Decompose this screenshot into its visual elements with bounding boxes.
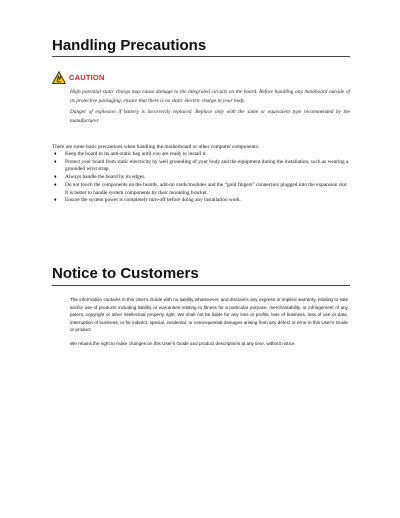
list-item	[52, 197, 350, 205]
caution-label: CAUTION	[69, 73, 105, 82]
bullet-icon: ♦	[54, 152, 57, 157]
notice-text	[70, 296, 348, 354]
list-item-text: Keep the board in its anti-static bag until you are ready to install it.	[65, 151, 207, 157]
caution-text	[70, 88, 350, 128]
bullet-icon: ♦	[54, 198, 57, 204]
precautions-intro: There are some basic precautions when handling the motherboard or other computer components:	[52, 144, 260, 150]
bullet-icon: ♦	[54, 175, 57, 181]
handling-precautions-title: Handling Precautions	[52, 37, 207, 54]
caution-header	[52, 71, 350, 85]
list-item	[52, 182, 350, 197]
bullet-icon: ♦	[54, 159, 57, 165]
caution-paragraph: Danger of explosion if battery is incorrectly replaced. Replace only with the same or equivalent type recommended by the manufacturer.	[70, 109, 350, 124]
notice-paragraph: We retains the right to make changes on this User’s Guide and product descriptions at any time, without notice.	[70, 340, 296, 346]
list-item-text: Ensure the system power is completely turn-off before doing any installation work.	[65, 197, 242, 204]
bullet-icon: ♦	[54, 182, 57, 188]
notice-paragraph: The information contains in this User’s Guide with no liability whatsoever, and disclaims any express or implied warranty, relating to sale and/or use of products including liability or warranties relating to fitness for a particular purpose, merchantability, or infringement of any patent, copyright or other intellectual property right. We shall not be liable for any loss or profits, loss of business, loss of use or data, interruption of business, or for indirect, special, incidental, or consequential damages arising from any defect or error in this User’s Guide or product.	[70, 297, 348, 333]
list-item-text: Do not touch the components on the boards, add-on cards/modules and the “gold fingers” connectors plugged into the expansion slot. It is better to handle system components by their mounting bracket.	[65, 181, 348, 196]
list-item	[52, 174, 350, 182]
precautions-list	[52, 151, 350, 205]
esd-warning-icon	[52, 71, 66, 84]
notice-to-customers-title: Notice to Customers	[52, 265, 199, 282]
title-divider	[52, 56, 350, 57]
list-item	[52, 151, 350, 159]
list-item	[52, 159, 350, 174]
caution-paragraph: High potential static charge may cause damage to the integrated circuits on the board. Before handling any mainboard outside of its protective packaging, ensure that there is no static electric charge in your body.	[70, 89, 350, 104]
list-item-text: Always handle the board by its edges.	[65, 174, 146, 181]
list-item-text: Protect your board from static electricity by well grounding of your body and the equipment during the installation, such as wearing a grounded wrist strap.	[65, 158, 349, 173]
title-divider	[52, 285, 350, 286]
